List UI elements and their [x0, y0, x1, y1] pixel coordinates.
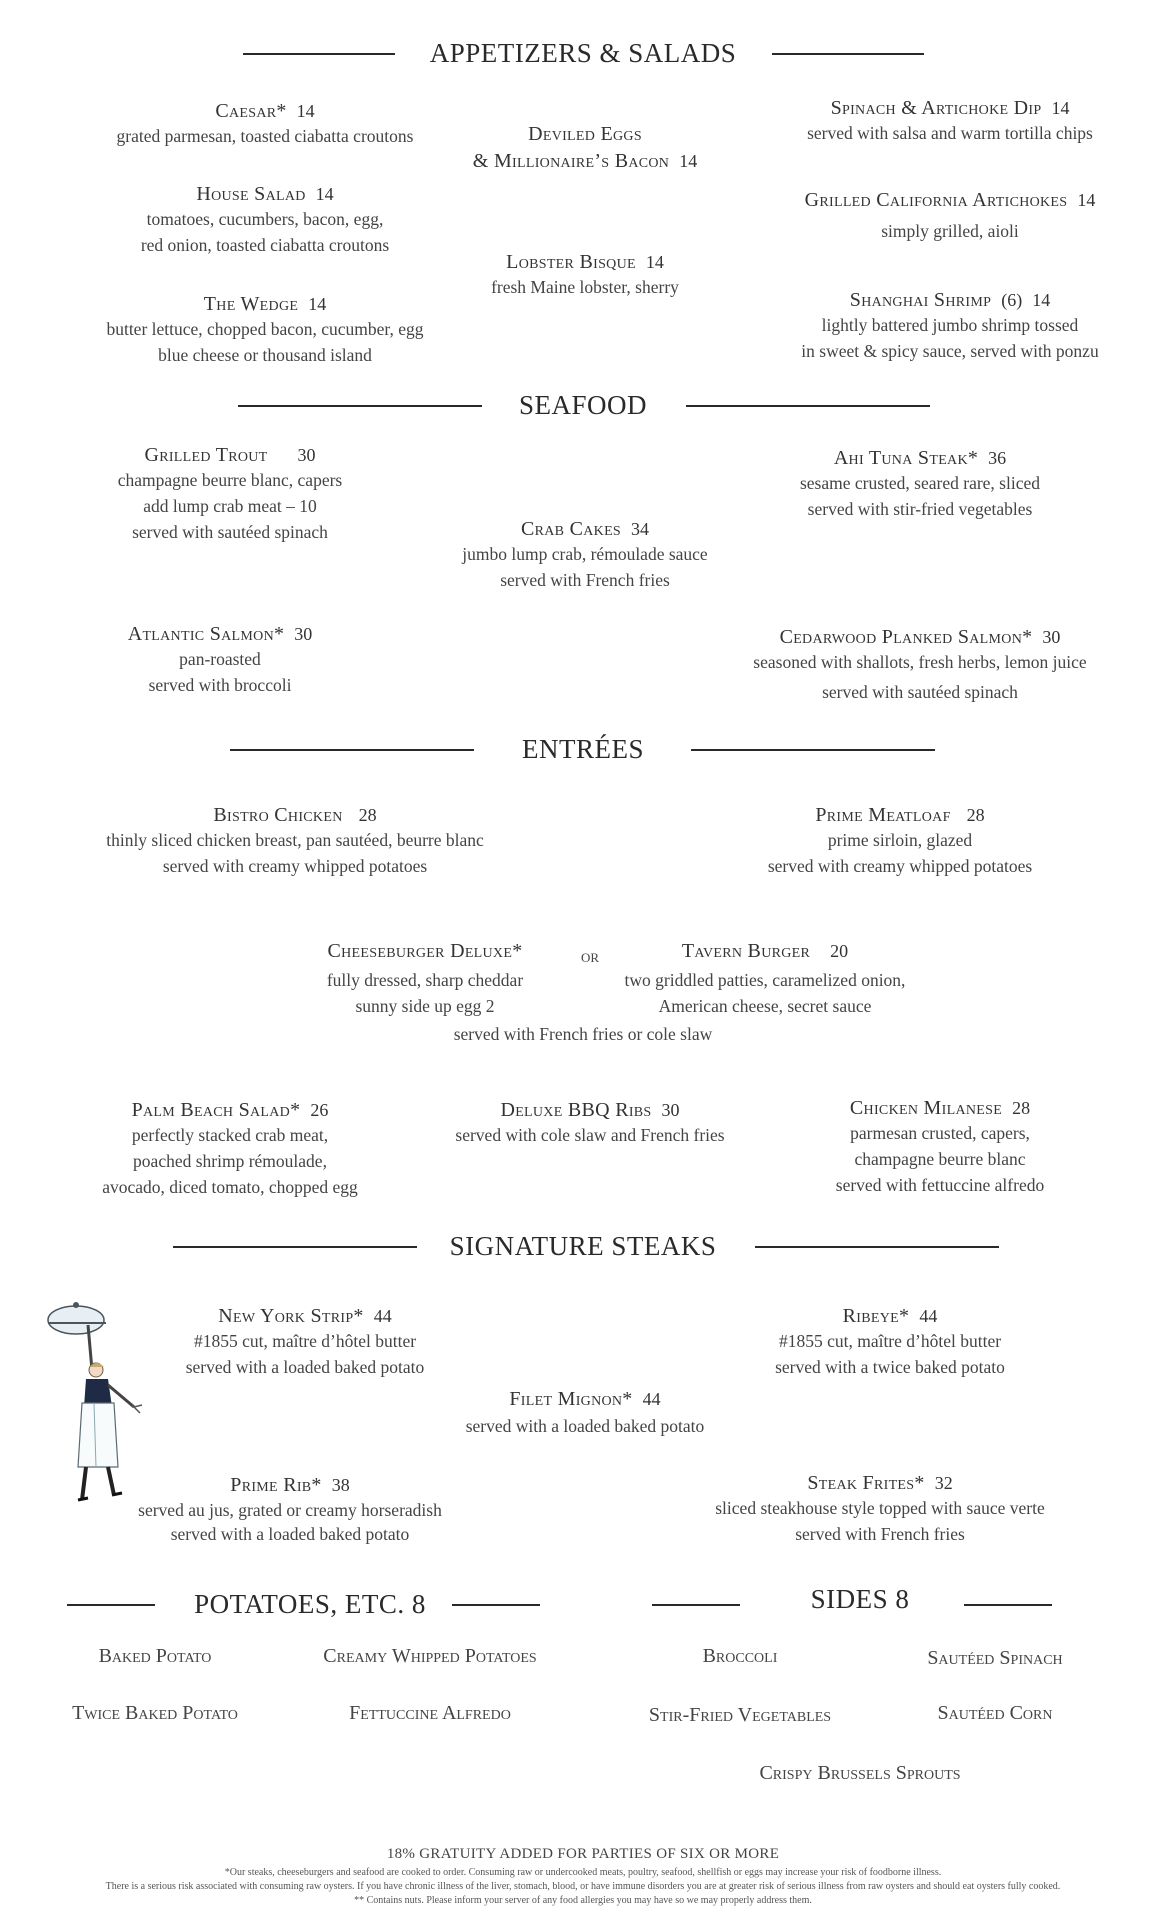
section-title-entrees: ENTRÉES [522, 734, 644, 764]
item-desc: served with a loaded baked potato [170, 1524, 410, 1544]
item-name: Crab Cakes [520, 518, 622, 540]
item-price: 20 [830, 941, 849, 961]
disclaimer-line: ** Contains nuts. Please inform your server of any food allergies you may have so we may properly address them. [354, 1895, 812, 1906]
item-desc: seasoned with shallots, fresh herbs, lemon juice [753, 652, 1087, 672]
menu-item-spinach-dip [740, 97, 1160, 146]
item-desc: served with creamy whipped potatoes [162, 856, 428, 876]
item-desc: in sweet & spicy sauce, served with ponzu [801, 341, 1099, 361]
item-desc: poached shrimp rémoulade, [133, 1151, 327, 1171]
item-price: 28 [358, 805, 377, 825]
menu-item-chicken-milanese [760, 1097, 1120, 1198]
side-item: Sautéed Spinach [927, 1647, 1063, 1669]
menu-item-steak-frites [680, 1472, 1080, 1547]
menu-item-caesar [60, 100, 470, 149]
menu-item-filet-mignon [420, 1388, 750, 1439]
item-price: 30 [1042, 627, 1061, 647]
item-name: New York Strip* [218, 1305, 364, 1327]
menu-item-new-york-strip [140, 1305, 470, 1380]
item-name: Cedarwood Planked Salmon* [779, 626, 1033, 648]
item-name: Grilled California Artichokes [804, 189, 1068, 211]
item-name: & Millionaire’s Bacon [472, 150, 670, 172]
item-price: 44 [373, 1306, 392, 1326]
item-desc: served with broccoli [148, 675, 292, 695]
menu-item-crab-cakes [410, 518, 760, 593]
item-desc: served with fettuccine alfredo [835, 1175, 1045, 1195]
item-price: 14 [315, 184, 334, 204]
item-desc: pan-roasted [179, 649, 261, 669]
item-price: 38 [331, 1475, 350, 1495]
item-desc: add lump crab meat – 10 [143, 496, 317, 516]
item-desc: sliced steakhouse style topped with sauce verte [715, 1498, 1045, 1518]
section-rule [964, 1604, 1052, 1606]
item-name: Deluxe BBQ Ribs [500, 1099, 652, 1121]
item-price: 14 [1051, 98, 1070, 118]
side-item: Broccoli [702, 1645, 778, 1667]
item-name: Spinach & Artichoke Dip [830, 97, 1042, 119]
menu-item-house-salad [60, 183, 470, 258]
section-rule [755, 1246, 999, 1248]
section-rule [67, 1604, 155, 1606]
menu-item-lobster-bisque [430, 251, 740, 300]
item-name: Palm Beach Salad* [131, 1099, 301, 1121]
side-item: Stir-Fried Vegetables [648, 1704, 832, 1726]
item-price: 44 [919, 1306, 938, 1326]
item-price: 34 [631, 519, 650, 539]
item-price: 28 [1012, 1098, 1031, 1118]
item-price: 26 [310, 1100, 329, 1120]
item-price: 30 [294, 624, 313, 644]
section-rule [686, 405, 930, 407]
item-desc: blue cheese or thousand island [158, 345, 372, 365]
item-desc: simply grilled, aioli [881, 221, 1019, 241]
disclaimer-line: There is a serious risk associated with consuming raw oysters. If you have chronic illness of the liver, stomach, blood, or have immune disorders you are at greater risk of serious illness from raw oysters and should eat oysters fully cooked. [105, 1881, 1061, 1892]
item-desc: served with stir-fried vegetables [807, 499, 1033, 519]
side-item: Crispy Brussels Sprouts [759, 1762, 961, 1784]
section-rule [452, 1604, 540, 1606]
menu-item-deviled-eggs [430, 123, 740, 173]
item-desc: fresh Maine lobster, sherry [491, 277, 679, 297]
section-title-appetizers: APPETIZERS & SALADS [429, 38, 737, 68]
menu-item-grilled-trout [30, 444, 430, 545]
section-title-steaks: SIGNATURE STEAKS [449, 1231, 717, 1261]
item-count: (6) [1001, 290, 1023, 310]
item-desc: American cheese, secret sauce [658, 996, 872, 1016]
menu-item-bistro-chicken [40, 804, 550, 879]
item-desc: champagne beurre blanc, capers [117, 470, 343, 490]
item-name: Shanghai Shrimp [849, 289, 992, 311]
item-name: The Wedge [203, 293, 299, 315]
item-price: 30 [297, 445, 316, 465]
item-desc: served with French fries [500, 570, 670, 590]
item-desc: served with a loaded baked potato [465, 1416, 705, 1436]
menu-item-atlantic-salmon [30, 623, 410, 698]
menu-item-prime-meatloaf [700, 804, 1100, 879]
menu-item-bbq-ribs [420, 1099, 760, 1148]
item-desc: prime sirloin, glazed [827, 830, 973, 850]
item-desc: served with creamy whipped potatoes [767, 856, 1033, 876]
item-name: Cheeseburger Deluxe* [327, 940, 523, 962]
item-price: 14 [645, 252, 664, 272]
gratuity-note: 18% GRATUITY ADDED FOR PARTIES OF SIX OR MORE [386, 1846, 780, 1862]
section-rule [772, 53, 924, 55]
item-name: Caesar* [215, 100, 287, 122]
item-desc: avocado, diced tomato, chopped egg [102, 1177, 358, 1197]
item-desc: parmesan crusted, capers, [850, 1123, 1030, 1143]
item-desc: served with French fries [795, 1524, 965, 1544]
item-desc: jumbo lump crab, rémoulade sauce [462, 544, 708, 564]
section-title-seafood: SEAFOOD [518, 390, 648, 420]
item-price: 32 [934, 1473, 953, 1493]
menu-item-ahi-tuna [720, 447, 1120, 522]
burger-side-note: served with French fries or cole slaw [453, 1024, 713, 1044]
item-name: Chicken Milanese [849, 1097, 1003, 1119]
item-price: 30 [661, 1100, 680, 1120]
item-desc: tomatoes, cucumbers, bacon, egg, [146, 209, 384, 229]
item-name: Ahi Tuna Steak* [833, 447, 979, 469]
item-desc: perfectly stacked crab meat, [131, 1125, 329, 1145]
item-name: Ribeye* [842, 1305, 910, 1327]
item-price: 28 [966, 805, 985, 825]
item-desc: sunny side up egg 2 [355, 996, 495, 1016]
item-name: Bistro Chicken [213, 804, 343, 826]
item-name: Prime Meatloaf [815, 804, 951, 826]
menu-item-ribeye [720, 1305, 1060, 1380]
item-name: House Salad [196, 183, 306, 205]
item-price: 14 [296, 101, 315, 121]
item-price: 14 [679, 151, 698, 171]
item-desc: red onion, toasted ciabatta croutons [140, 235, 390, 255]
menu-item-palm-beach-salad [60, 1099, 400, 1200]
item-desc: served au jus, grated or creamy horseradish [138, 1500, 442, 1520]
item-desc: served with sautéed spinach [132, 522, 328, 542]
item-name: Lobster Bisque [506, 251, 636, 273]
item-desc: served with a loaded baked potato [185, 1357, 425, 1377]
section-rule [173, 1246, 417, 1248]
item-desc: served with a twice baked potato [775, 1357, 1005, 1377]
item-desc: sesame crusted, seared rare, sliced [799, 473, 1041, 493]
item-price: 44 [642, 1389, 661, 1409]
item-desc: served with salsa and warm tortilla chips [807, 123, 1093, 143]
item-name: Atlantic Salmon* [127, 623, 285, 645]
item-price: 14 [1032, 290, 1051, 310]
item-name: Prime Rib* [230, 1474, 322, 1496]
section-rule [691, 749, 935, 751]
item-desc: grated parmesan, toasted ciabatta croutons [116, 126, 414, 146]
or-label: or [580, 946, 600, 966]
side-item: Fettuccine Alfredo [349, 1702, 511, 1724]
disclaimer-line: *Our steaks, cheeseburgers and seafood are cooked to order. Consuming raw or undercooked meats, poultry, seafood, shellfish or eggs may increase your risk of foodborne illness. [224, 1867, 942, 1878]
item-price: 36 [988, 448, 1007, 468]
side-item: Twice Baked Potato [72, 1702, 238, 1724]
item-name: Filet Mignon* [509, 1388, 633, 1410]
item-desc: #1855 cut, maître d’hôtel butter [778, 1331, 1002, 1351]
item-price: 14 [1077, 190, 1096, 210]
menu-item-cheeseburger-deluxe [290, 940, 560, 1019]
menu-item-artichokes [740, 189, 1160, 244]
section-rule [652, 1604, 740, 1606]
menu-item-shanghai-shrimp [740, 289, 1160, 364]
item-name: Tavern Burger [681, 940, 811, 962]
menu-item-cedarwood-salmon [700, 626, 1140, 705]
section-title-sides: SIDES 8 [810, 1584, 910, 1614]
item-desc: lightly battered jumbo shrimp tossed [821, 315, 1079, 335]
item-name: Steak Frites* [807, 1472, 925, 1494]
section-title-potatoes: POTATOES, ETC. 8 [194, 1589, 426, 1619]
item-price: 14 [308, 294, 327, 314]
side-item: Sautéed Corn [937, 1702, 1053, 1724]
item-desc: two griddled patties, caramelized onion, [624, 970, 906, 990]
menu-item-wedge [60, 293, 470, 368]
item-name: Grilled Trout [144, 444, 268, 466]
item-desc: served with cole slaw and French fries [455, 1125, 725, 1145]
item-desc: fully dressed, sharp cheddar [326, 970, 524, 990]
item-desc: #1855 cut, maître d’hôtel butter [193, 1331, 417, 1351]
side-item: Baked Potato [98, 1645, 212, 1667]
item-name: Deviled Eggs [528, 123, 642, 145]
item-desc: champagne beurre blanc [854, 1149, 1026, 1169]
menu-item-prime-rib [100, 1474, 480, 1545]
item-desc: butter lettuce, chopped bacon, cucumber, egg [106, 319, 424, 339]
item-desc: served with sautéed spinach [822, 682, 1018, 702]
menu-item-tavern-burger [600, 940, 930, 1019]
item-desc: thinly sliced chicken breast, pan sautéed, beurre blanc [106, 830, 484, 850]
side-item: Creamy Whipped Potatoes [323, 1645, 537, 1667]
